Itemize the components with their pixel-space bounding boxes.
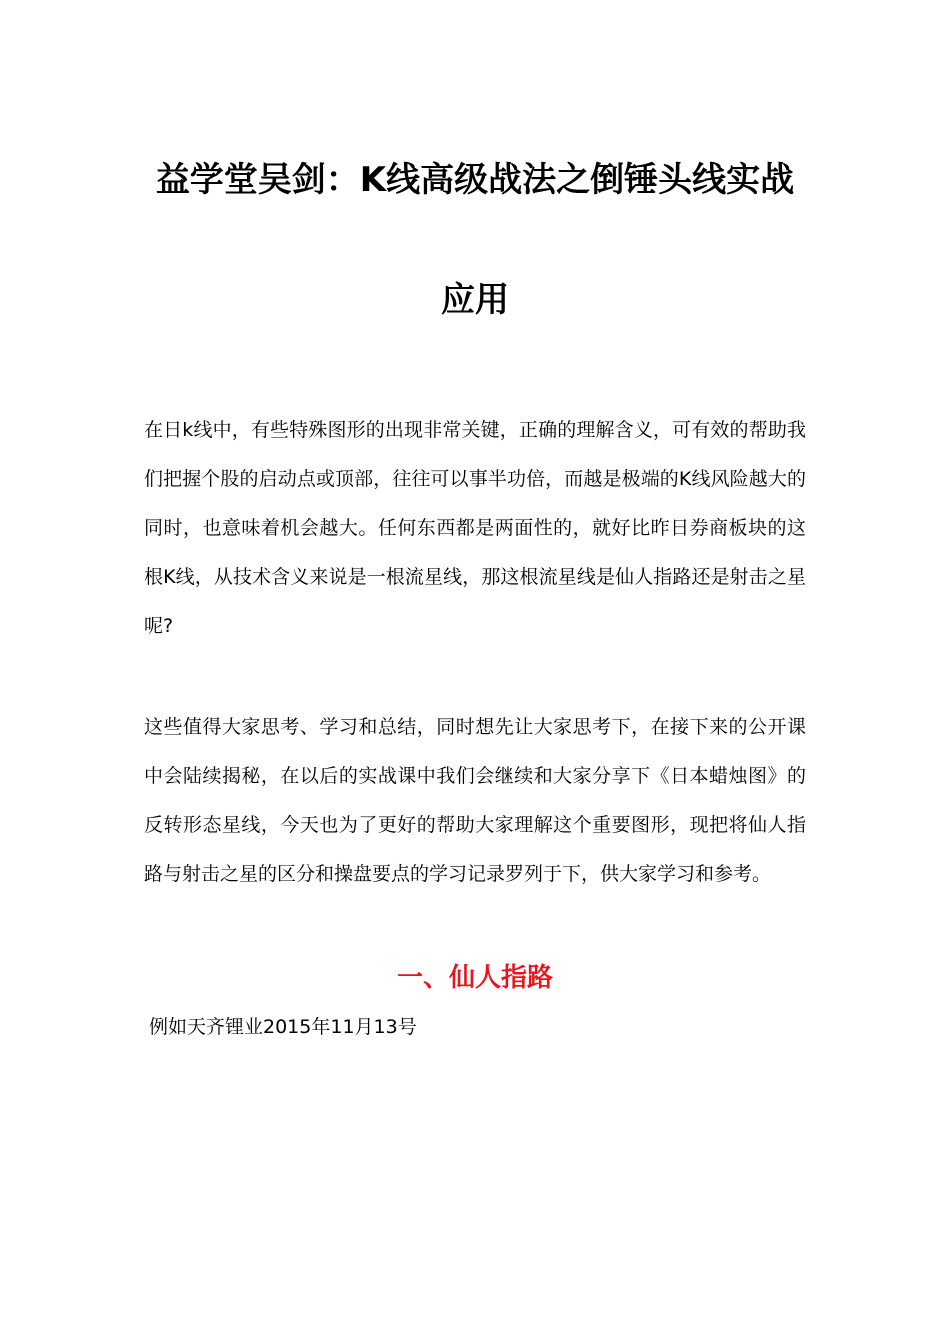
second-paragraph: 这些值得大家思考、学习和总结，同时想先让大家思考下，在接下来的公开课中会陆续揭秘，在以后的实战课中我们会继续和大家分享下《日本蜡烛图》的反转形态星线，今天也为了更好的帮助大家理解这个重要图形，现把将仙人指路与射击之星的区分和操盘要点的学习记录罗列于下，供大家学习和参考。 bbox=[144, 716, 806, 885]
document-title-line-2: 应用 bbox=[441, 280, 509, 320]
section-heading: 一、仙人指路 bbox=[396, 963, 553, 993]
intro-paragraph: 在日k线中，有些特殊图形的出现非常关键，正确的理解含义，可有效的帮助我们把握个股的启动点或顶部，往往可以事半功倍，而越是极端的K线风险越大的同时，也意味着机会越大。任何东西都是两面性的，就好比昨日券商板块的这根K线，从技术含义来说是一根流星线，那这根流星线是仙人指路还是射击之星呢? bbox=[144, 419, 806, 637]
example-line: 例如天齐锂业2015年11月13号 bbox=[149, 1016, 417, 1038]
document-title-line-1: 益学堂吴剑：K线高级战法之倒锤头线实战 bbox=[155, 160, 795, 200]
